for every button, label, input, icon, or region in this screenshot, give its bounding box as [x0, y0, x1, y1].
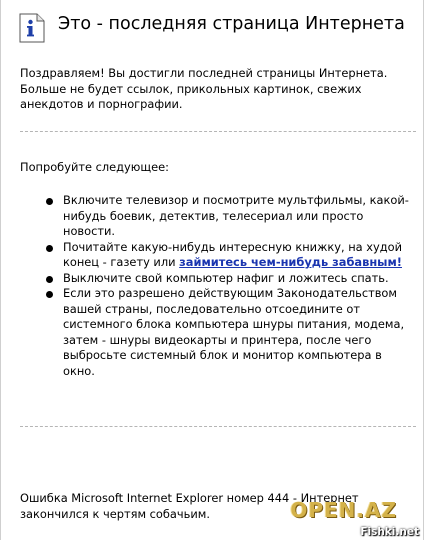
have-fun-link[interactable]: займитесь чем-нибудь забавным! — [179, 255, 402, 269]
error-message: Ошибка Microsoft Internet Explorer номер 444 - Интернет закончился к чертям собачьим. — [20, 491, 359, 521]
info-icon — [19, 13, 45, 43]
suggestions-heading: Попробуйте следующее: — [20, 160, 169, 174]
bullet-icon — [46, 198, 53, 205]
page-title: Это - последняя страница Интернета — [58, 14, 405, 34]
watermark — [279, 498, 419, 538]
page-header — [11, 8, 415, 48]
list-item-text: Включите телевизор и посмотрите мультфильмы, какой-нибудь боевик, детектив, телесериал или просто новости. — [63, 193, 409, 238]
bullet-icon — [46, 291, 53, 298]
bullet-icon — [46, 276, 53, 283]
separator — [20, 426, 416, 427]
bullet-icon — [46, 245, 53, 252]
openaz-watermark: OPEN.AZ — [290, 498, 397, 522]
list-item-text: Если это разрешено действующим Законодательством вашей страны, последовательно отсоедините от системного блока компьютера шнуры питания, модема, затем - шнуры видеокарты и принтера, после чего выбросьте системный блок и монитор компьютера в окно. — [63, 286, 405, 378]
list-item — [44, 271, 416, 287]
separator — [20, 131, 416, 132]
suggestions-list — [44, 193, 416, 379]
fishki-watermark: Fishki.net — [360, 526, 419, 538]
intro-text: Поздравляем! Вы достигли последней страницы Интернета. Больше не будет ссылок, прикольных картинок, свежих анекдотов и порнографии. — [20, 66, 388, 111]
list-item — [44, 286, 416, 379]
list-item — [44, 240, 416, 271]
list-item-text: Почитайте какую-нибудь интересную книжку, на худой конец - газету или — [63, 239, 402, 269]
list-item-text: Выключите свой компьютер нафиг и ложитесь спать. — [63, 270, 389, 285]
list-item — [44, 193, 416, 240]
